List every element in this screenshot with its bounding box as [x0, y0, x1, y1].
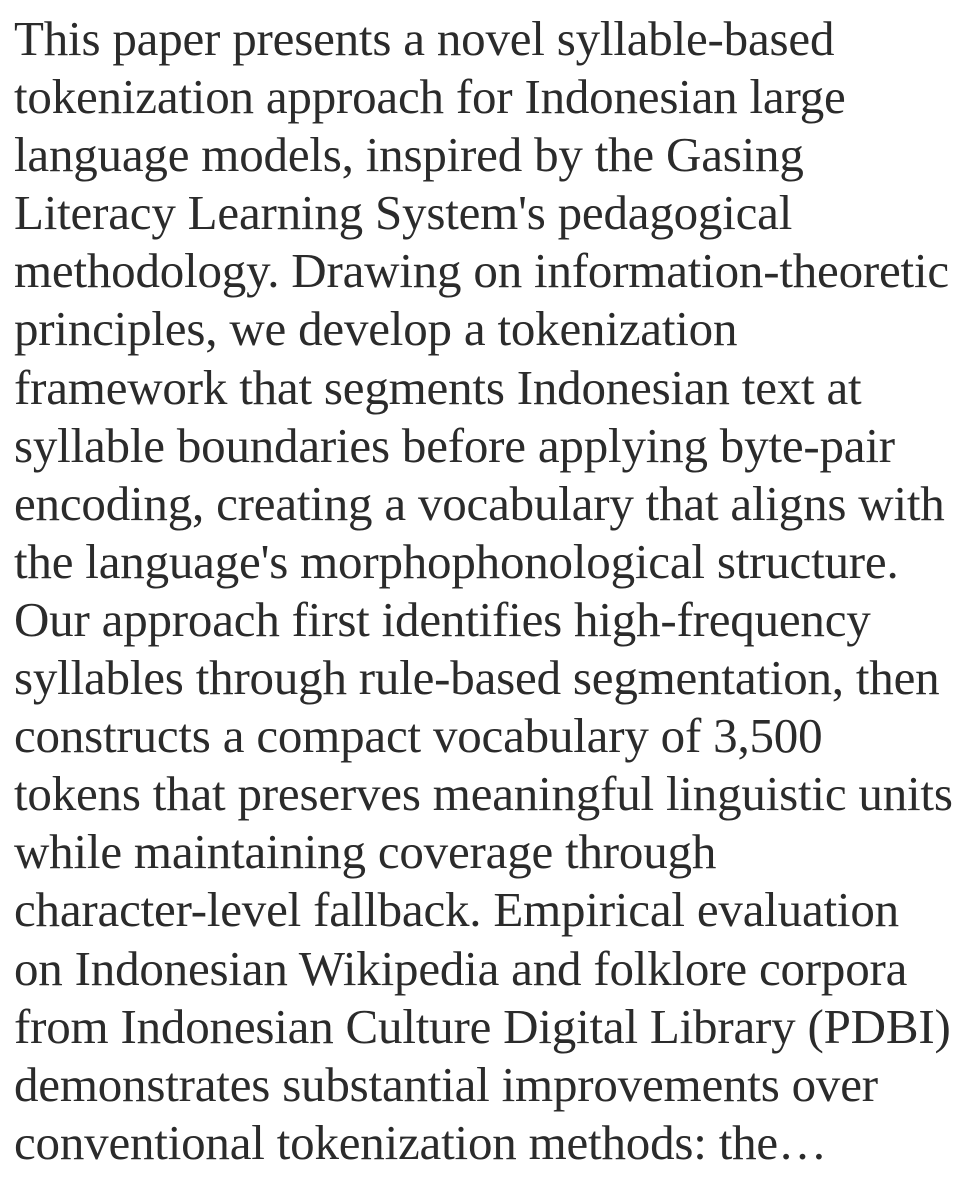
abstract-line: the language's morphophonological structure.	[14, 533, 899, 589]
abstract-line: This paper presents a novel syllable-based	[14, 11, 835, 66]
abstract-line: on Indonesian Wikipedia and folklore corpora	[14, 940, 908, 996]
abstract-line: tokens that preserves meaningful linguistic units	[14, 766, 953, 822]
abstract-line: syllables through rule-based segmentation, then	[14, 650, 940, 706]
abstract-line: Our approach first identifies high-frequency	[14, 591, 871, 647]
abstract-line: encoding, creating a vocabulary that aligns with	[14, 475, 945, 531]
abstract-paragraph	[14, 10, 954, 1172]
abstract-line: demonstrates substantial improvements over	[14, 1056, 878, 1112]
abstract-line: constructs a compact vocabulary of 3,500	[14, 708, 823, 764]
abstract-line: character-level fallback. Empirical evaluation	[14, 882, 899, 938]
abstract-line: Literacy Learning System's pedagogical	[14, 185, 793, 241]
abstract-line: tokenization approach for Indonesian large	[14, 69, 846, 125]
abstract-line: while maintaining coverage through	[14, 824, 717, 880]
abstract-line: framework that segments Indonesian text at	[14, 359, 862, 415]
abstract-line: methodology. Drawing on information-theoretic	[14, 243, 949, 299]
abstract-line: language models, inspired by the Gasing	[14, 127, 804, 183]
abstract-line: syllable boundaries before applying byte-pair	[14, 417, 895, 473]
abstract-line: principles, we develop a tokenization	[14, 301, 738, 357]
abstract-line: conventional tokenization methods: the…	[14, 1114, 827, 1170]
abstract-line: from Indonesian Culture Digital Library (PDBI)	[14, 998, 951, 1054]
